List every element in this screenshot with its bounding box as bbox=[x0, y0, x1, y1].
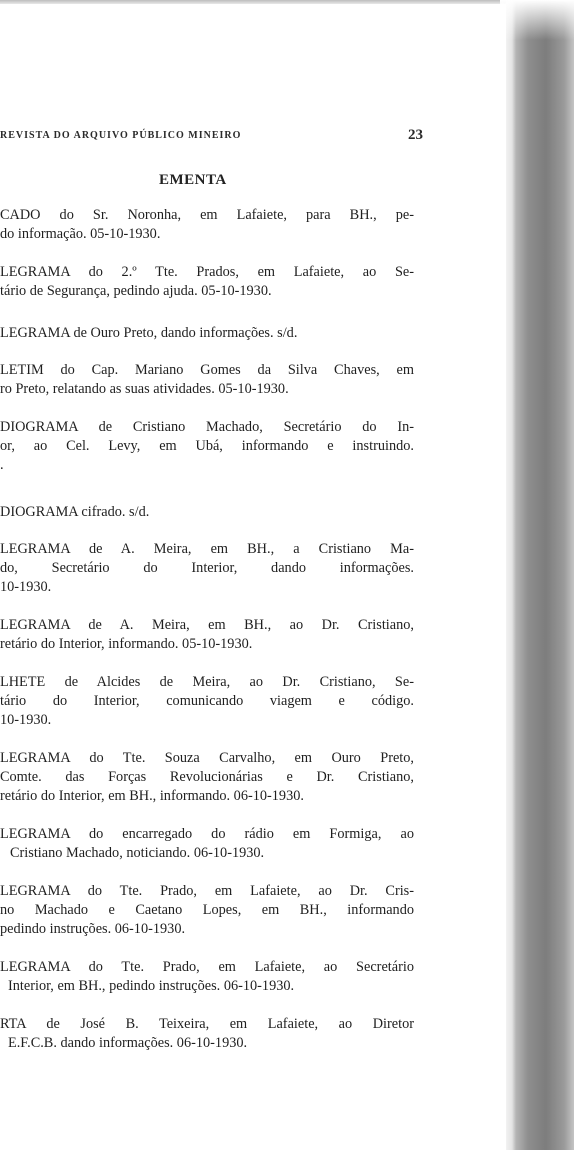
entry-item bbox=[0, 324, 414, 343]
entry-line: LEGRAMA de A. Meira, em BH., ao Dr. Cristiano, bbox=[0, 617, 414, 633]
entry-line: no Machado e Caetano Lopes, em BH., informando bbox=[0, 902, 414, 918]
entry-line: do informação. 05-10-1930. bbox=[0, 226, 161, 242]
entry-line: LEGRAMA de A. Meira, em BH., a Cristiano Ma- bbox=[0, 541, 414, 557]
scan-top-edge bbox=[0, 0, 574, 4]
section-title: EMENTA bbox=[159, 172, 227, 188]
entry-line: Cristiano Machado, noticiando. 06-10-1930. bbox=[10, 845, 265, 861]
entry-item bbox=[0, 263, 414, 301]
entry-line: LEGRAMA do Tte. Prado, em Lafaiete, ao Dr. Cris- bbox=[0, 883, 414, 899]
entry-line: LEGRAMA do Tte. Souza Carvalho, em Ouro Preto, bbox=[0, 750, 414, 766]
entry-line: E.F.C.B. dando informações. 06-10-1930. bbox=[8, 1035, 248, 1051]
entry-line: 10-1930. bbox=[0, 712, 52, 728]
entry-line: LEGRAMA do encarregado do rádio em Formiga, ao bbox=[0, 826, 414, 842]
entry-item bbox=[0, 206, 414, 244]
book-gutter-shadow bbox=[506, 0, 574, 1150]
entry-line: LETIM do Cap. Mariano Gomes da Silva Chaves, em bbox=[0, 362, 414, 378]
running-header bbox=[0, 127, 423, 147]
entry-line: LEGRAMA de Ouro Preto, dando informações. s/d. bbox=[0, 325, 298, 341]
book-gutter-highlight bbox=[500, 0, 574, 40]
entry-item bbox=[0, 361, 414, 399]
entry-item bbox=[0, 749, 414, 806]
entry-item bbox=[0, 825, 414, 863]
entry-item bbox=[0, 418, 414, 475]
entry-line: tário do Interior, comunicando viagem e código. bbox=[0, 693, 414, 709]
running-title: REVISTA DO ARQUIVO PÚBLICO MINEIRO bbox=[0, 130, 242, 141]
entry-line: Comte. das Forças Revolucionárias e Dr. Cristiano, bbox=[0, 769, 414, 785]
entry-line: do, Secretário do Interior, dando informações. bbox=[0, 560, 414, 576]
page-number: 23 bbox=[408, 127, 423, 143]
entry-item bbox=[0, 616, 414, 654]
entry-line: RTA de José B. Teixeira, em Lafaiete, ao Diretor bbox=[0, 1016, 414, 1032]
entry-line: . bbox=[0, 457, 4, 473]
entry-item bbox=[0, 673, 414, 730]
entry-line: retário do Interior, informando. 05-10-1930. bbox=[0, 636, 253, 652]
entry-line: tário de Segurança, pedindo ajuda. 05-10-1930. bbox=[0, 283, 272, 299]
entry-line: DIOGRAMA de Cristiano Machado, Secretário do In- bbox=[0, 419, 414, 435]
entry-line: ro Preto, relatando as suas atividades. 05-10-1930. bbox=[0, 381, 289, 397]
entry-line: CADO do Sr. Noronha, em Lafaiete, para BH., pe- bbox=[0, 207, 414, 223]
entry-line: or, ao Cel. Levy, em Ubá, informando e instruindo. bbox=[0, 438, 414, 454]
entry-item bbox=[0, 958, 414, 996]
entry-item bbox=[0, 1015, 414, 1053]
entry-line: pedindo instruções. 06-10-1930. bbox=[0, 921, 186, 937]
entry-line: 10-1930. bbox=[0, 579, 52, 595]
entry-line: DIOGRAMA cifrado. s/d. bbox=[0, 504, 150, 520]
entry-item bbox=[0, 882, 414, 939]
entry-line: Interior, em BH., pedindo instruções. 06-10-1930. bbox=[8, 978, 295, 994]
entry-line: LHETE de Alcides de Meira, ao Dr. Cristiano, Se- bbox=[0, 674, 414, 690]
entry-line: LEGRAMA do Tte. Prado, em Lafaiete, ao Secretário bbox=[0, 959, 414, 975]
entry-item bbox=[0, 540, 414, 597]
entry-item bbox=[0, 503, 414, 522]
entry-line: retário do Interior, em BH., informando. 06-10-1930. bbox=[0, 788, 304, 804]
entry-line: LEGRAMA do 2.º Tte. Prados, em Lafaiete, ao Se- bbox=[0, 264, 414, 280]
